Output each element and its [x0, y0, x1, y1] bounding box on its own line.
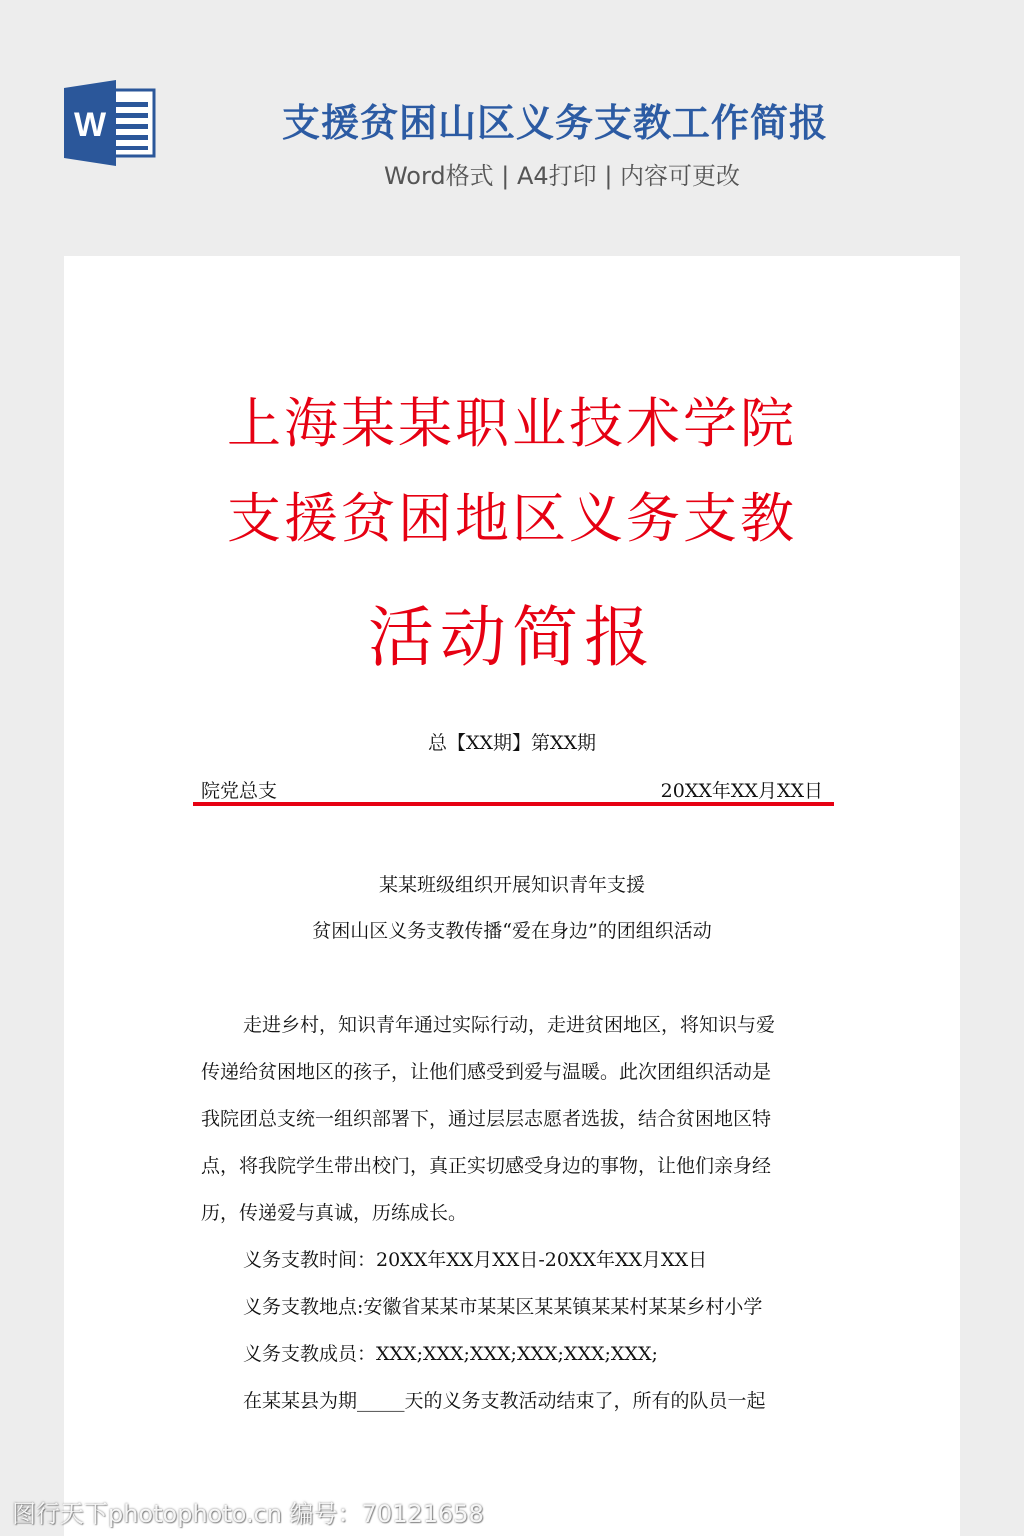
red-divider: [193, 802, 834, 806]
body-line: 我院团总支统一组织部署下，通过层层志愿者选拔，结合贫困地区特: [201, 1108, 772, 1130]
document-page: [64, 256, 960, 1536]
page-header: [0, 0, 1024, 230]
article-subtitle-line-2: 贫困山区义务支教传播“爱在身边”的团组织活动: [312, 920, 712, 942]
body-line: 历，传递爱与真诚，历练成长。: [201, 1202, 468, 1224]
body-line: 义务支教成员：XXX;XXX;XXX;XXX;XXX;XXX;: [243, 1343, 658, 1365]
body-line: 在某某县为期_____天的义务支教活动结束了，所有的队员一起: [243, 1390, 766, 1412]
issue-number: 总【XX期】第XX期: [427, 732, 597, 754]
header-subtitle: Word格式 | A4打印 | 内容可更改: [383, 162, 741, 190]
body-line: 点，将我院学生带出校门，真正实切感受身边的事物，让他们亲身经: [201, 1155, 772, 1177]
body-line: 义务支教时间：20XX年XX月XX日-20XX年XX月XX日: [243, 1249, 708, 1271]
document-title-line-2: 支援贫困地区义务支教: [227, 487, 797, 550]
issuing-org: 院党总支: [201, 780, 278, 802]
issue-date: 20XX年XX月XX日: [660, 780, 823, 802]
svg-text:W: W: [73, 106, 107, 144]
article-subtitle-line-1: 某某班级组织开展知识青年支援: [378, 874, 645, 896]
body-line: 走进乡村，知识青年通过实际行动，走进贫困地区，将知识与爱: [243, 1014, 776, 1036]
document-title-line-3: 活动简报: [368, 599, 656, 676]
body-line: 义务支教地点:安徽省某某市某某区某某镇某某村某某乡村小学: [243, 1296, 763, 1318]
document-title-line-1: 上海某某职业技术学院: [227, 392, 797, 455]
watermark: 图行天下photophoto.cn 编号：70121658: [12, 1500, 484, 1528]
header-title: 支援贫困山区义务支教工作简报: [281, 101, 828, 145]
body-line: 传递给贫困地区的孩子，让他们感受到爱与温暖。此次团组织活动是: [201, 1061, 772, 1083]
